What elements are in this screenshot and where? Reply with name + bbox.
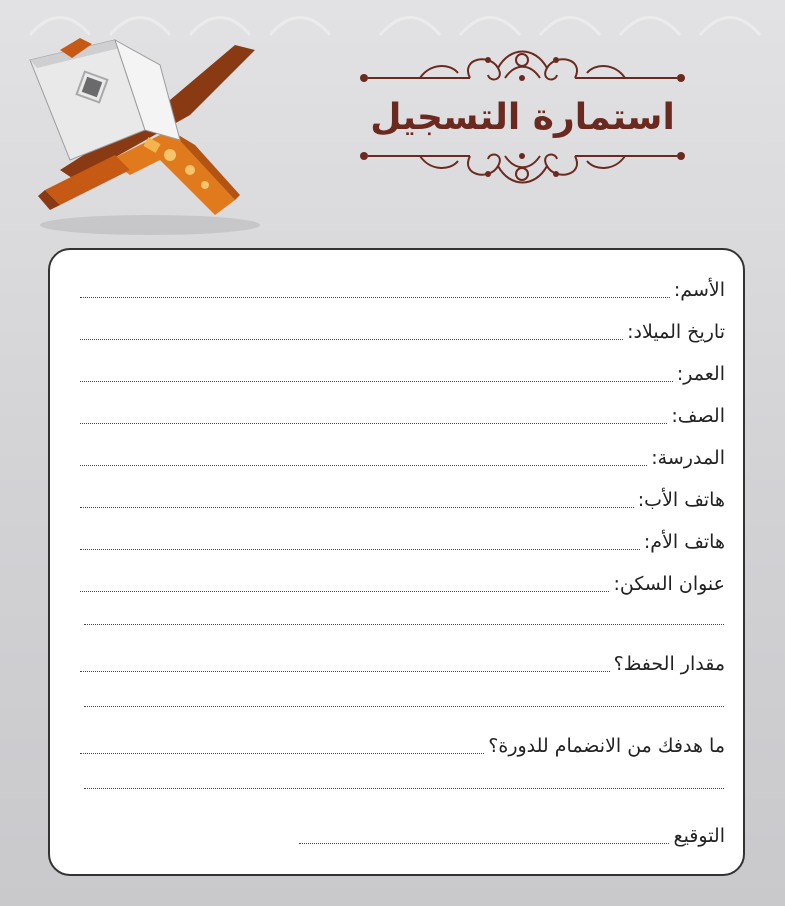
form-row-signature xyxy=(80,818,725,848)
birthdate-input-line[interactable] xyxy=(80,339,623,340)
age-input-line[interactable] xyxy=(80,381,673,382)
field-label: الأسم: xyxy=(673,279,725,301)
signature-input-line[interactable] xyxy=(299,843,669,844)
registration-form-card xyxy=(48,248,745,876)
name-input-line[interactable] xyxy=(80,297,670,298)
goal-input-line[interactable] xyxy=(80,753,484,754)
form-row-birthdate xyxy=(80,314,725,344)
signature-label: التوقيع xyxy=(673,825,725,847)
form-row-grade xyxy=(80,398,725,428)
school-input-line[interactable] xyxy=(80,465,647,466)
field-label: هاتف الأم: xyxy=(643,531,725,553)
form-row-mother-phone xyxy=(80,524,725,554)
field-label: مقدار الحفظ؟ xyxy=(613,653,725,675)
form-row-address xyxy=(80,566,725,596)
header xyxy=(350,48,695,188)
mother-phone-input-line[interactable] xyxy=(80,549,640,550)
form-row-name xyxy=(80,272,725,302)
goal-input-line-2[interactable] xyxy=(84,788,724,789)
field-label: تاريخ الميلاد: xyxy=(627,321,725,343)
page-title: استمارة التسجيل xyxy=(370,97,675,138)
form-row-school xyxy=(80,440,725,470)
address-input-line[interactable] xyxy=(80,591,609,592)
field-label: العمر: xyxy=(676,363,725,385)
grade-input-line[interactable] xyxy=(80,423,667,424)
address-input-line-2[interactable] xyxy=(84,624,724,625)
memorization-input-line-2[interactable] xyxy=(84,706,724,707)
memorization-input-line[interactable] xyxy=(80,671,610,672)
field-label: هاتف الأب: xyxy=(637,489,725,511)
quran-on-rehal-stand-image xyxy=(20,30,270,240)
father-phone-input-line[interactable] xyxy=(80,507,634,508)
form-row-father-phone xyxy=(80,482,725,512)
ornament-icon xyxy=(350,48,695,88)
form-row-memorization xyxy=(80,646,725,676)
ornament-icon xyxy=(350,146,695,186)
field-label: الصف: xyxy=(671,405,725,427)
form-row-goal xyxy=(80,728,725,758)
form-row-age xyxy=(80,356,725,386)
field-label: عنوان السكن: xyxy=(613,573,725,595)
field-label: ما هدفك من الانضمام للدورة؟ xyxy=(488,735,725,757)
field-label: المدرسة: xyxy=(651,447,725,469)
